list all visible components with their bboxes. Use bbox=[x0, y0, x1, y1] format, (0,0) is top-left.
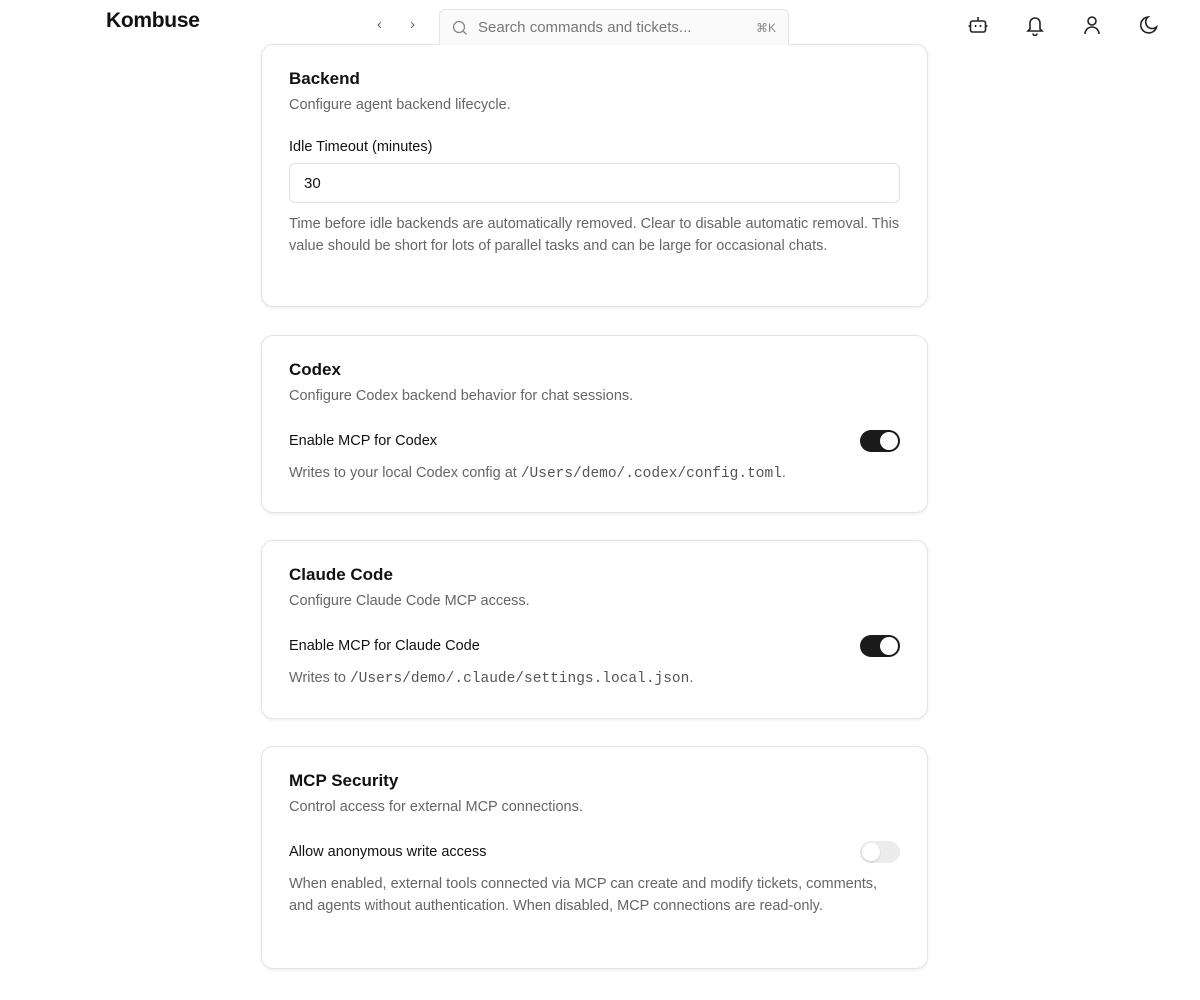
help-text: Writes to your local Codex config at bbox=[289, 465, 521, 481]
card-description: Configure Claude Code MCP access. bbox=[289, 593, 530, 609]
idle-timeout-label: Idle Timeout (minutes) bbox=[289, 139, 433, 155]
anonymous-write-label: Allow anonymous write access bbox=[289, 844, 487, 860]
codex-mcp-toggle[interactable] bbox=[860, 430, 900, 452]
security-help: When enabled, external tools connected via MCP can create and modify tickets, comments, and agents without authentication. When disabled, MCP connections are read-only. bbox=[289, 876, 878, 914]
search-icon bbox=[452, 20, 468, 36]
config-path: /Users/demo/.claude/settings.local.json bbox=[349, 671, 690, 687]
app-logo[interactable]: Kombuse bbox=[106, 9, 200, 32]
config-path: /Users/demo/.codex/config.toml bbox=[520, 466, 782, 482]
top-bar bbox=[0, 0, 1200, 44]
claude-help bbox=[289, 667, 900, 690]
back-button[interactable]: ‹ bbox=[377, 16, 382, 33]
forward-button[interactable]: › bbox=[410, 16, 415, 33]
help-text: Writes to bbox=[289, 670, 350, 686]
card-description: Configure agent backend lifecycle. bbox=[289, 97, 511, 113]
moon-icon[interactable] bbox=[1138, 14, 1160, 36]
card-title: Backend bbox=[289, 69, 360, 88]
bell-icon[interactable] bbox=[1024, 14, 1046, 36]
claude-mcp-toggle[interactable] bbox=[860, 635, 900, 657]
mcp-security-card bbox=[261, 746, 928, 969]
card-title: MCP Security bbox=[289, 771, 399, 790]
anonymous-write-toggle[interactable] bbox=[860, 841, 900, 863]
search-placeholder: Search commands and tickets... bbox=[478, 19, 692, 36]
backend-card bbox=[261, 44, 928, 307]
claude-mcp-label: Enable MCP for Claude Code bbox=[289, 638, 480, 654]
search-shortcut: ⌘K bbox=[755, 20, 776, 35]
idle-timeout-help: Time before idle backends are automatically removed. Clear to disable automatic removal. This value should be short for lots of parallel tasks and can be large for occasional chats. bbox=[289, 216, 900, 254]
codex-mcp-label: Enable MCP for Codex bbox=[289, 433, 438, 449]
card-description: Control access for external MCP connections. bbox=[289, 799, 583, 815]
codex-card bbox=[261, 335, 928, 513]
search-input[interactable] bbox=[439, 9, 789, 45]
card-title: Claude Code bbox=[289, 565, 393, 584]
bot-icon[interactable] bbox=[967, 14, 989, 36]
card-description: Configure Codex backend behavior for chat sessions. bbox=[289, 388, 634, 404]
claude-code-card bbox=[261, 540, 928, 719]
card-title: Codex bbox=[289, 360, 341, 379]
codex-help bbox=[289, 462, 900, 485]
idle-timeout-input[interactable] bbox=[289, 163, 900, 203]
user-icon[interactable] bbox=[1081, 14, 1103, 36]
help-suffix: . bbox=[781, 465, 786, 481]
help-suffix: . bbox=[689, 670, 694, 686]
